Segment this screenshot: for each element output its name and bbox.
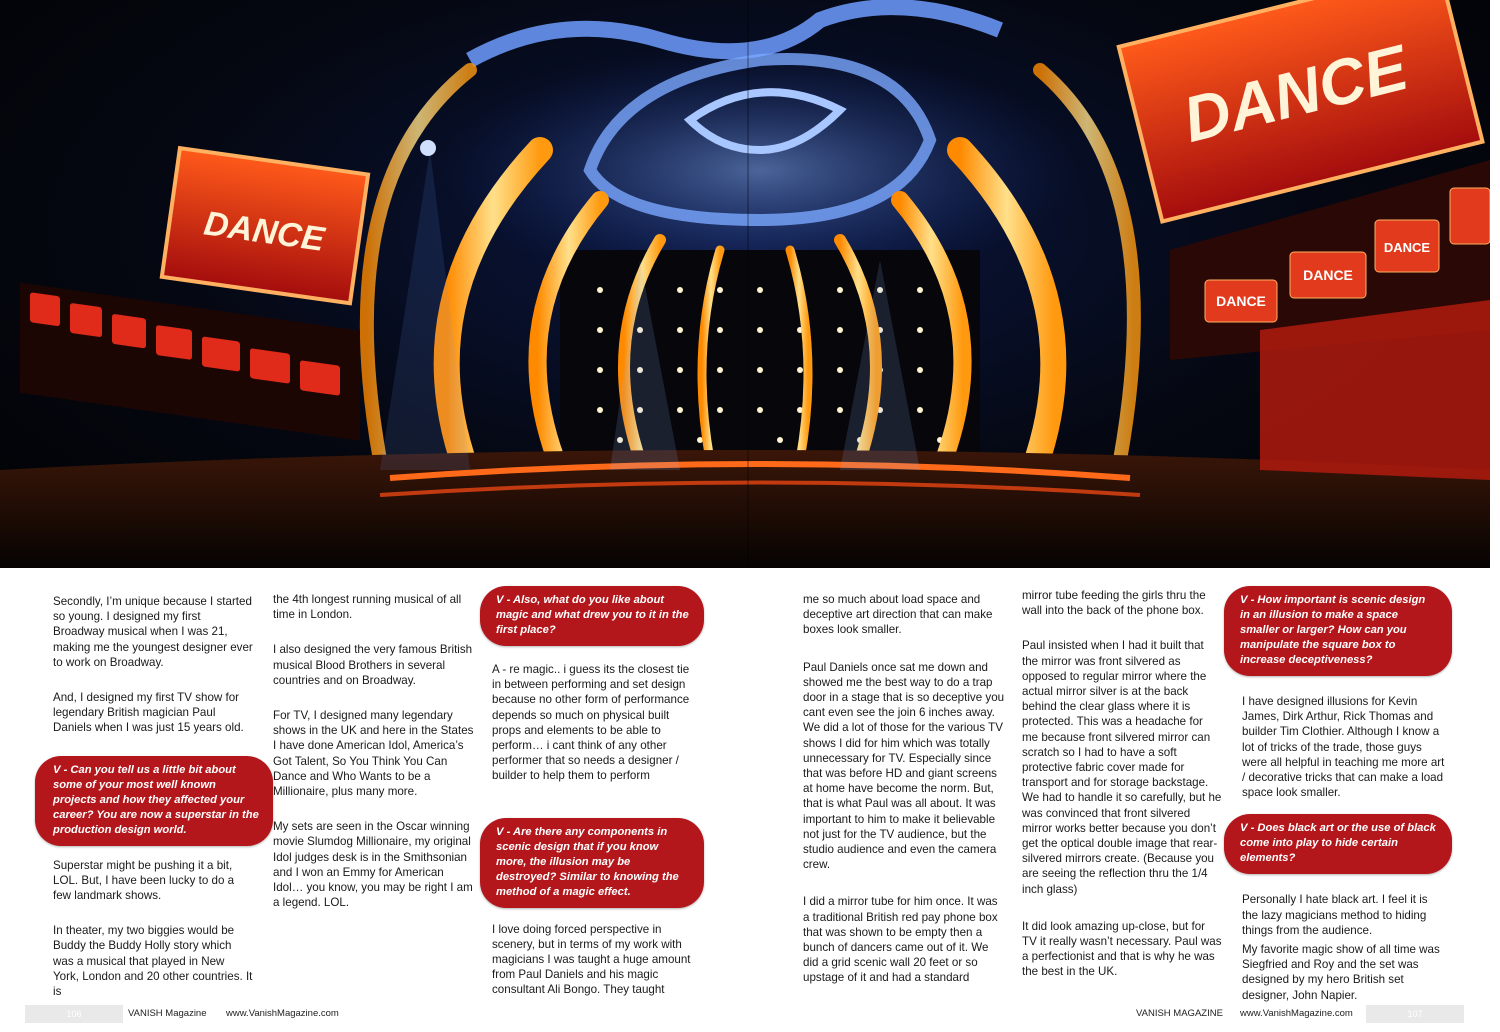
text-column-5	[1022, 588, 1222, 1000]
question-bubble: V - Can you tell us a little bit about some of your most well known projects and how they affected your career? You are now a superstar in the production design world.	[35, 756, 273, 846]
left-page-number: 106	[25, 1005, 123, 1023]
right-footer-url[interactable]: www.VanishMagazine.com	[1240, 1008, 1353, 1019]
left-monitor-row	[20, 283, 360, 441]
monitor-logo: DANCE	[1216, 293, 1266, 309]
paragraph: A - re magic.. i guess its the closest tie in between performing and set design because no other form of performance depends so much on physical built props and elements to be able to perform… i cant think of any other performer that so needs a designer / builder to help them to perform	[492, 663, 690, 783]
paragraph: the 4th longest running musical of all time in London.	[273, 593, 462, 622]
paragraph: Paul insisted when I had it built that the mirror was front silvered as opposed to regular mirror where the actual mirror silver is at the back behind the clear glass where it is protected. This was a headache for me because front silvered mirror can scratch so I had to have a soft protective fabric cover made for transport and for storage backstage. We had to handle it so carefully, but he was convinced that front silvered mirror works better because you don’t get the optical double image that rear-silvered mirrors create. (Because you are seeing the reflection thru the 1/4 inch glass)	[1022, 639, 1222, 896]
left-screen-logo: DANCE	[201, 204, 327, 259]
paragraph: My favorite magic show of all time was Siegfried and Roy and the set was designed by my hero British set designer, John Napier.	[1242, 943, 1440, 1002]
page-edge	[1490, 0, 1500, 1032]
paragraph: It did look amazing up-close, but for TV it really wasn’t necessary. Paul was a perfectionist and that is why he was the best in the UK.	[1022, 919, 1222, 979]
paragraph: I love doing forced perspective in scenery, but in terms of my work with magicians I was taught a huge amount from Paul Daniels and his magic consultant Ali Bongo. They taught	[492, 922, 691, 997]
left-footer-magazine: VANISH Magazine	[128, 1008, 207, 1019]
paragraph: I did a mirror tube for him once. It was a traditional British red pay phone box that was shown to be empty then a bunch of dancers came out of it. We did a grid scenic wall 20 feet or so upstage of it and had a standard	[803, 895, 998, 985]
paragraph: Paul Daniels once sat me down and showed me the best way to do a trap door in a stage that is so deceptive you cant even see the join 6 inches away. We did a lot of those for the various TV shows I did for him which was totally unnecessary for TV. Especially since that was before HD and giant screens at home have become the norm. But, that is what Paul was all about. It was important to him to make it believable not just for the TV audience, but the studio audience and even the camera crew.	[803, 660, 1005, 872]
monitor-logo: DANCE	[1383, 240, 1431, 255]
text-column-4	[803, 592, 1007, 1006]
text-column-3	[492, 586, 698, 1018]
text-column-6	[1242, 586, 1446, 1023]
question-bubble: V - How important is scenic design in an illusion to make a space smaller or larger? How can you manipulate the square box to increase deceptiveness?	[1224, 586, 1452, 676]
text-column-2	[273, 592, 475, 930]
paragraph: I have designed illusions for Kevin James, Dirk Arthur, Rick Thomas and builder Tim Clothier. Although I know a lot of tricks of the trade, those guys were all helpful in teaching me more art / decorative tricks that can make a load space look smaller.	[1242, 695, 1445, 800]
question-bubble: V - Also, what do you like about magic and what drew you to it in the first place?	[480, 586, 704, 646]
paragraph: My sets are seen in the Oscar winning movie Slumdog Millionaire, my original Idol judges desk is in the Smithsonian and I won an Emmy for American Idol… you know, you may be right I am a legend. LOL.	[273, 820, 473, 910]
paragraph: Secondly, I’m unique because I started so young. I designed my first Broadway musical when I was 21, making me the youngest designer ever to work on Broadway.	[53, 595, 253, 669]
paragraph: me so much about load space and deceptive art direction that can make boxes look smaller.	[803, 593, 993, 637]
paragraph: Personally I hate black art. I feel it is the lazy magicians method to hiding things from the audience.	[1242, 893, 1428, 937]
text-column-1	[53, 594, 259, 1019]
paragraph: Superstar might be pushing it a bit, LOL. But, I have been lucky to do a few landmark shows.	[53, 858, 235, 903]
question-bubble: V - Does black art or the use of black come into play to hide certain elements?	[1224, 814, 1452, 874]
paragraph: For TV, I designed many legendary shows in the UK and here in the States I have done American Idol, America’s Got Talent, So You Think You Can Dance and Who Wants to be a Millionaire, plus many more.	[273, 709, 474, 799]
left-footer-url[interactable]: www.VanishMagazine.com	[226, 1008, 339, 1019]
left-screen	[162, 148, 368, 303]
right-screen-logo: DANCE	[1176, 31, 1415, 156]
monitor-logo: DANCE	[1303, 267, 1353, 283]
paragraph: I also designed the very famous British musical Blood Brothers in several countries and on Broadway.	[273, 643, 473, 687]
paragraph: In theater, my two biggies would be Buddy the Buddy Holly story which was a musical that played in New York, London and 20 other countries. It is	[53, 924, 253, 999]
paragraph: And, I designed my first TV show for legendary British magician Paul Daniels when I was just 15 years old.	[53, 691, 244, 735]
paragraph: mirror tube feeding the girls thru the wall into the back of the phone box.	[1022, 589, 1206, 618]
right-page-number: 107	[1366, 1005, 1464, 1023]
question-bubble: V - Are there any components in scenic design that if you know more, the illusion may be destroyed? Similar to knowing the method of a magic effect.	[480, 818, 704, 908]
right-footer-magazine: VANISH MAGAZINE	[1136, 1008, 1223, 1019]
